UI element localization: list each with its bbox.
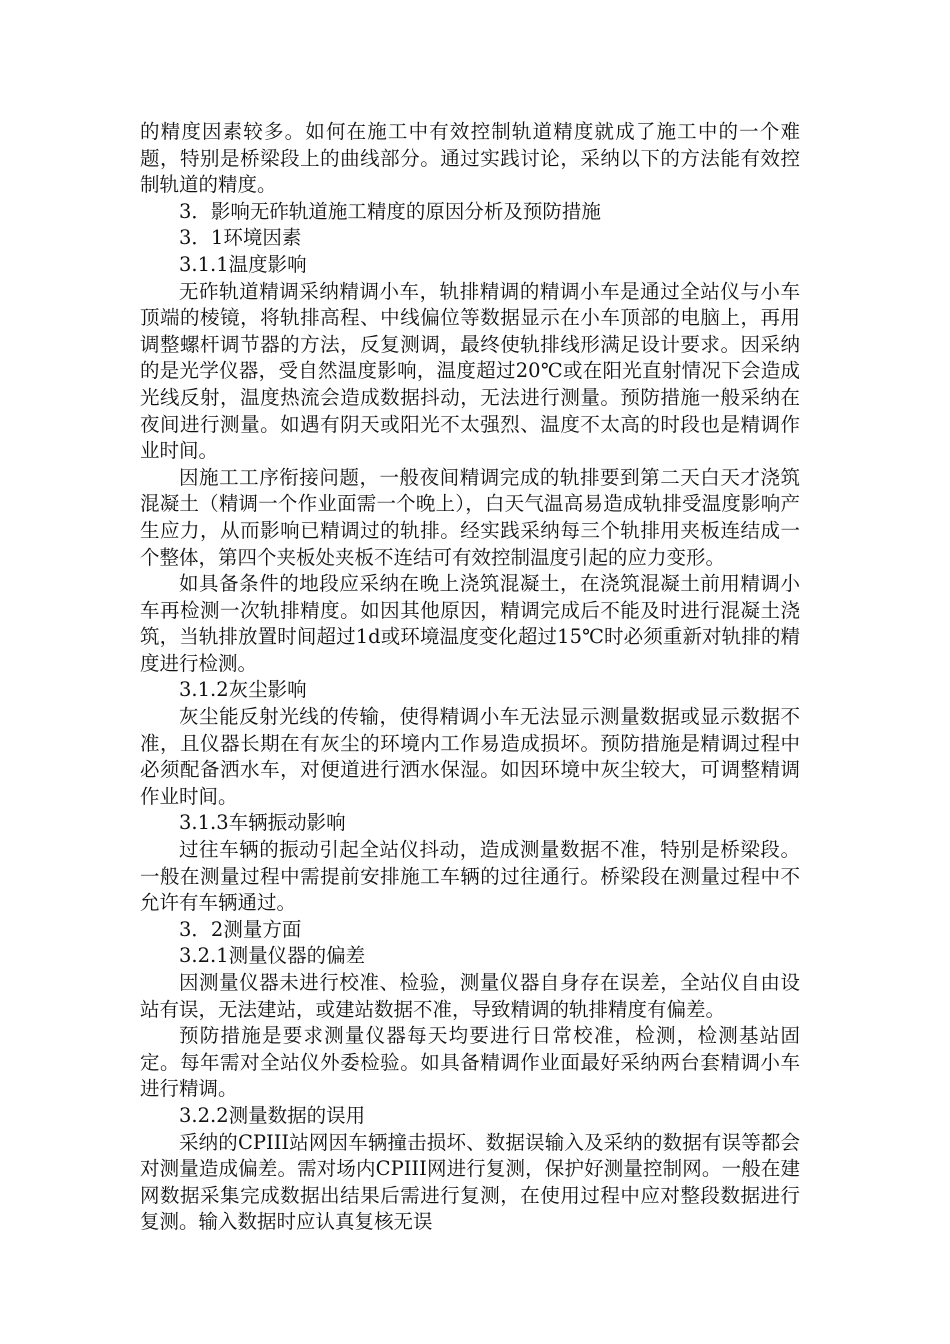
subsubsection-heading: 3.1.3车辆振动影响 <box>179 811 346 835</box>
subsection-heading: 3．2测量方面 <box>179 917 302 941</box>
subsubsection-heading: 3.2.2测量数据的误用 <box>179 1103 366 1127</box>
body-paragraph: 因施工工序衔接问题，一般夜间精调完成的轨排要到第二天白天才浇筑混凝土（精调一个作业面需一个晚上），白天气温高易造成轨排受温度影响产生应力，从而影响已精调过的轨排。经实践采纳每三个轨排用夹板连结成一个整体，第四个夹板处夹板不连结可有效控制温度引起的应力变形。 <box>140 465 800 569</box>
body-paragraph: 灰尘能反射光线的传输，使得精调小车无法显示测量数据或显示数据不准，且仪器长期在有灰尘的环境内工作易造成损坏。预防措施是精调过程中必须配备洒水车，对便道进行洒水保湿。如因环境中灰尘较大，可调整精调作业时间。 <box>140 705 800 808</box>
section-heading: 3．影响无砟轨道施工精度的原因分析及预防措施 <box>179 199 601 223</box>
paragraph-continued: 的精度因素较多。如何在施工中有效控制轨道精度就成了施工中的一个难题，特别是桥梁段上的曲线部分。通过实践讨论，采纳以下的方法能有效控制轨道的精度。 <box>140 120 800 197</box>
body-paragraph: 因测量仪器未进行校准、检验，测量仪器自身存在误差，全站仪自由设站有误，无法建站，或建站数据不准，导致精调的轨排精度有偏差。 <box>140 971 800 1021</box>
body-paragraph: 采纳的CPIII站网因车辆撞击损坏、数据误输入及采纳的数据有误等都会对测量造成偏差。需对场内CPIII网进行复测，保护好测量控制网。一般在建网数据采集完成数据出结果后需进行复测，在使用过程中应对整段数据进行复测。输入数据时应认真复核无误 <box>140 1130 800 1234</box>
body-paragraph: 预防措施是要求测量仪器每天均要进行日常校准，检测，检测基站固定。每年需对全站仪外委检验。如具备精调作业面最好采纳两台套精调小车进行精调。 <box>140 1024 800 1101</box>
body-paragraph: 无砟轨道精调采纳精调小车，轨排精调的精调小车是通过全站仪与小车顶端的棱镜，将轨排高程、中线偏位等数据显示在小车顶部的电脑上，再用调整螺杆调节器的方法，反复测调，最终使轨排线形满足设计要求。因采纳的是光学仪器，受自然温度影响，温度超过20℃或在阳光直射情况下会造成光线反射，温度热流会造成数据抖动，无法进行测量。预防措施一般采纳在夜间进行测量。如遇有阴天或阳光不太强烈、温度不太高的时段也是精调作业时间。 <box>140 279 800 463</box>
subsection-heading: 3．1环境因素 <box>179 226 302 250</box>
document-page <box>140 119 800 1236</box>
body-paragraph: 如具备条件的地段应采纳在晚上浇筑混凝土，在浇筑混凝土前用精调小车再检测一次轨排精度。如因其他原因，精调完成后不能及时进行混凝土浇筑，当轨排放置时间超过1d或环境温度变化超过15℃时必须重新对轨排的精度进行检测。 <box>140 572 800 675</box>
subsubsection-heading: 3.1.2灰尘影响 <box>179 678 307 702</box>
subsubsection-heading: 3.2.1测量仪器的偏差 <box>179 944 366 968</box>
subsubsection-heading: 3.1.1温度影响 <box>179 252 307 276</box>
body-paragraph: 过往车辆的振动引起全站仪抖动，造成测量数据不准，特别是桥梁段。一般在测量过程中需提前安排施工车辆的过往通行。桥梁段在测量过程中不允许有车辆通过。 <box>140 838 800 915</box>
